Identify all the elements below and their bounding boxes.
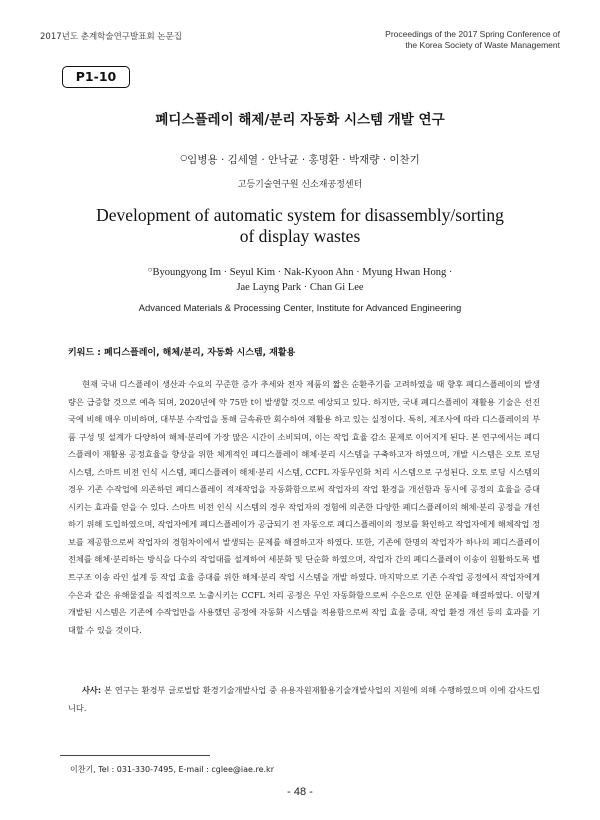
korean-title: 폐디스플레이 해제/분리 자동화 시스템 개발 연구 xyxy=(155,112,445,128)
english-title-line2: of display wastes xyxy=(239,226,361,246)
keywords: 키워드 : 폐디스플레이, 해체/분리, 자동화 시스템, 재활용 xyxy=(68,348,296,358)
acknowledgement-text: 본 연구는 환경부 글로벌탑 환경기술개발사업 중 유용자원재활용기술개발사업의 지원에 의해 수행하였으며 이에 감사드립니다. xyxy=(68,685,540,713)
running-header-right xyxy=(385,29,560,51)
footnote-divider xyxy=(60,755,210,756)
acknowledgement xyxy=(68,682,540,717)
paper-id-badge: P1-10 xyxy=(62,66,130,88)
corresponding-author-mark: ○ xyxy=(180,153,188,162)
page-number: - 48 - xyxy=(287,786,313,798)
english-authors-line1 xyxy=(0,262,600,280)
corresponding-author-mark: ○ xyxy=(147,265,153,274)
english-author-list-1: Byoungyong Im · Seyul Kim · Nak-Kyoon Ahn · Myung Hwan Hong · xyxy=(152,267,453,278)
english-authors xyxy=(0,262,600,295)
english-affiliation: Advanced Materials & Processing Center, Institute for Advanced Engineering xyxy=(138,303,462,314)
english-title xyxy=(0,205,600,247)
running-header-left: 2017년도 춘계학술연구발표회 논문집 xyxy=(40,32,182,42)
acknowledgement-label: 사사: xyxy=(82,685,102,695)
korean-authors xyxy=(0,152,600,167)
english-authors-line2: Jae Layng Park · Chan Gi Lee xyxy=(236,282,364,293)
running-header-right-line1: Proceedings of the 2017 Spring Conference of xyxy=(385,29,560,39)
footnote-contact: 이찬기, Tel : 031-330-7495, E-mail : cglee@iae.re.kr xyxy=(70,765,274,774)
abstract-body: 현재 국내 디스플레이 생산과 수요의 꾸준한 증가 추세와 전자 제품의 짧은 순환주기를 고려하였을 때 향후 폐디스플레이의 발생량은 급증할 것으로 예측 되며, 2020년에 약 75만 t이 발생할 것으로 예상되고 있다. 하지만, 국내 폐디스플레이 재활용 기술은 선진국에 비해 매우 미비하며, 대부분 수작업을 통해 금속류만 회수하여 재활용 하고 있는 실정이다. 특히, 제조사에 따라 디스플레이의 부품 구성 및 설계가 다양하여 해체·분리에 가장 많은 시간이 소비되며, 이는 작업 효율 감소 문제로 이어지게 된다. 본 연구에서는 폐디스플레이 재활용 공정효율을 향상을 위한 체계적인 폐디스플레이 해체·분리 시스템을 구축하고자 하였으며, 개발 시스템은 오토 로딩 시스템, 스마트 비전 인식 시스템, 폐디스플레이 해체·분리 시스템, CCFL 자동무인화 처리 시스템으로 구성된다. 오토 로딩 시스템의 경우 기존 수작업에 의존하던 폐디스플레이 적재작업을 자동화함으로써 작업자의 작업 환경을 개선함과 동시에 공정의 효율을 증대 시키는 효과를 얻을 수 있다. 스마트 비전 인식 시스템의 경우 작업자의 경험에 의존한 다양한 폐디스플레이의 해체·분리 공정을 개선하기 위해 도입하였으며, 작업자에게 폐디스플레이가 공급되기 전 자동으로 폐디스플레이의 정보를 확인하고 작업자에게 해체작업 정보를 제공함으로써 작업자의 경험차이에서 발생되는 문제를 해결하고자 하였다. 또한, 기존에 한명의 작업자가 하나의 폐디스플레이 전체를 해체·분리하는 방식을 다수의 작업대를 설계하여 세분화 및 단순화 하였으며, 작업자 간의 폐디스플레이 이송이 원활하도록 벨트구조 이송 라인 설계 등 작업 효율 증대를 위한 해체·분리 작업 시스템을 개발 하였다. 마지막으로 기존 수작업 공정에서 작업자에게 수은과 같은 유해물질을 직접적으로 노출시키는 CCFL 처리 공정은 무인 자동화함으로써 수은으로 인한 문제를 해결하였다. 이렇게 개발된 시스템은 기존에 수작업만을 사용했던 공정에 자동화 시스템을 적용함으로써 작업 효율 증대, 작업 환경 개선 등의 효과를 기대할 수 있을 것이다. xyxy=(68,379,540,635)
running-header-right-line2: the Korea Society of Waste Management xyxy=(405,40,560,50)
korean-affiliation: 고등기술연구원 신소재공정센터 xyxy=(237,180,363,190)
korean-author-list: 임병용 · 김세열 · 안낙균 · 홍명환 · 박재량 · 이찬기 xyxy=(187,154,420,166)
english-title-line1: Development of automatic system for disassembly/sorting xyxy=(96,205,504,225)
